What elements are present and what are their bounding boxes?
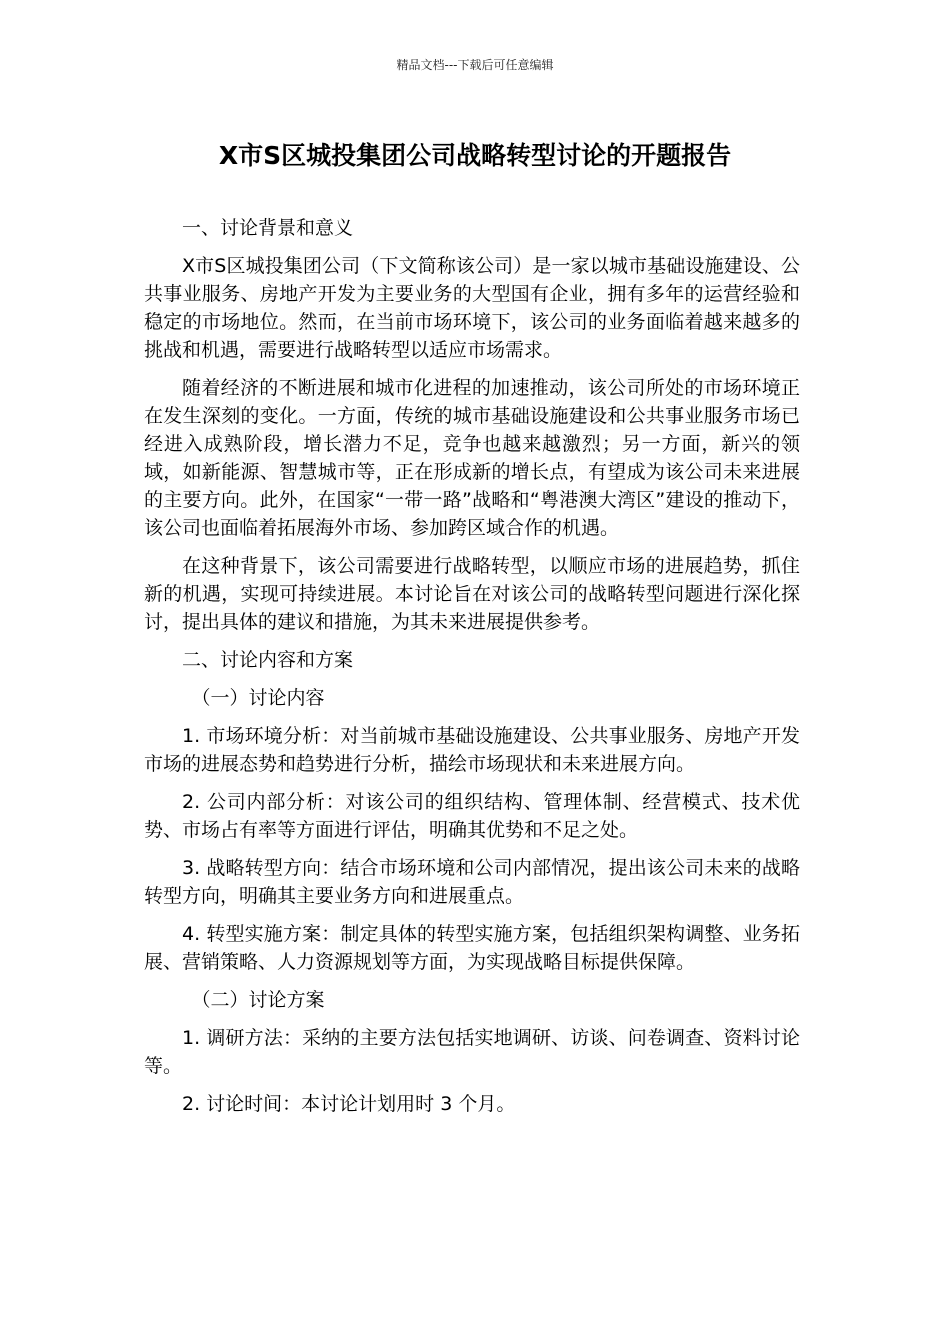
item-4: 4. 转型实施方案：制定具体的转型实施方案，包括组织架构调整、业务拓展、营销策略、人力资源规划等方面，为实现战略目标提供保障。	[144, 923, 800, 973]
item-1: 1. 市场环境分析：对当前城市基础设施建设、公共事业服务、房地产开发市场的进展态势和趋势进行分析，描绘市场现状和未来进展方向。	[144, 725, 800, 775]
sub2-heading: （二）讨论方案	[191, 989, 325, 1011]
para-1: X市S区城投集团公司（下文简称该公司）是一家以城市基础设施建设、公共事业服务、房地产开发为主要业务的大型国有企业，拥有多年的运营经验和稳定的市场地位。然而，在当前市场环境下，该公司的业务面临着越来越多的挑战和机遇，需要进行战略转型以适应市场需求。	[144, 255, 800, 361]
document-body	[144, 214, 800, 1128]
plan-2: 2. 讨论时间：本讨论计划用时 3 个月。	[182, 1093, 516, 1115]
sec1-heading: 一、讨论背景和意义	[182, 217, 354, 239]
item-3: 3. 战略转型方向：结合市场环境和公司内部情况，提出该公司未来的战略转型方向，明确其主要业务方向和进展重点。	[144, 857, 800, 907]
sub1-heading: （一）讨论内容	[191, 687, 325, 709]
para-2: 随着经济的不断进展和城市化进程的加速推动，该公司所处的市场环境正在发生深刻的变化。一方面，传统的城市基础设施建设和公共事业服务市场已经进入成熟阶段，增长潜力不足，竞争也越来越激烈；另一方面，新兴的领域，如新能源、智慧城市等，正在形成新的增长点，有望成为该公司未来进展的主要方向。此外，在国家“一带一路”战略和“粤港澳大湾区”建设的推动下，该公司也面临着拓展海外市场、参加跨区域合作的机遇。	[144, 377, 800, 539]
sec2-heading: 二、讨论内容和方案	[182, 649, 354, 671]
plan-1: 1. 调研方法：采纳的主要方法包括实地调研、访谈、问卷调查、资料讨论等。	[144, 1027, 800, 1077]
document-title: X市S区城投集团公司战略转型讨论的开题报告	[218, 141, 732, 170]
header-note: 精品文档---下载后可任意编辑	[396, 58, 554, 72]
item-2: 2. 公司内部分析：对该公司的组织结构、管理体制、经营模式、技术优势、市场占有率等方面进行评估，明确其优势和不足之处。	[144, 791, 800, 841]
para-3: 在这种背景下，该公司需要进行战略转型，以顺应市场的进展趋势，抓住新的机遇，实现可持续进展。本讨论旨在对该公司的战略转型问题进行深化探讨，提出具体的建议和措施，为其未来进展提供参考。	[144, 555, 800, 633]
